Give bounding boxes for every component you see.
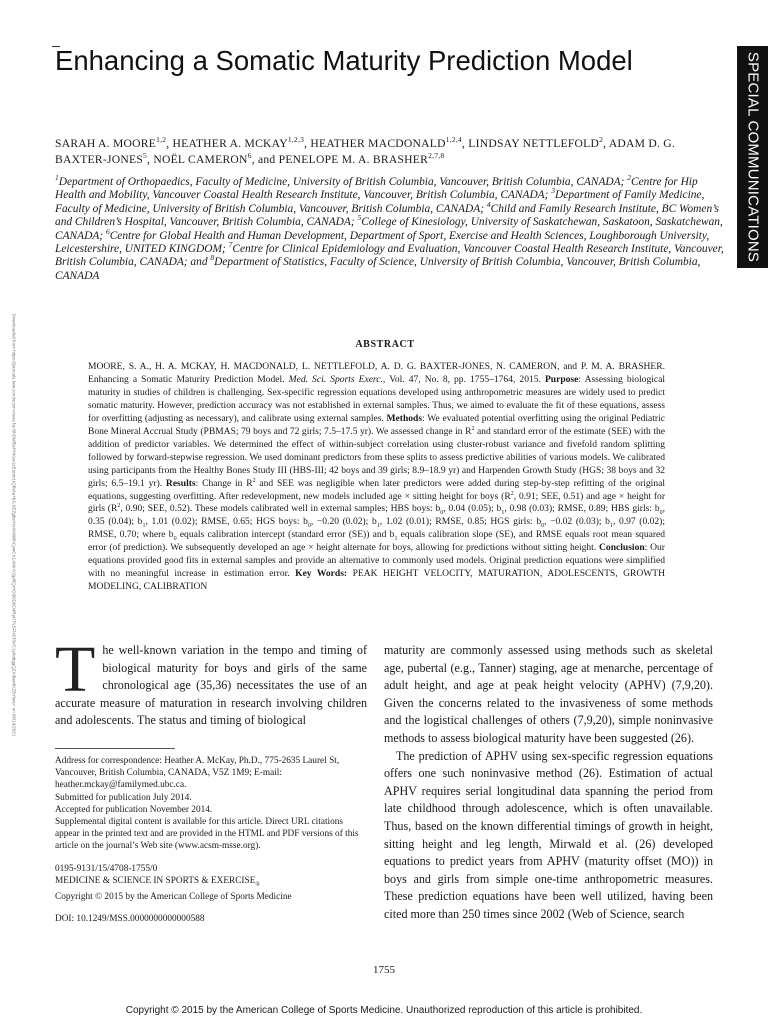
results-text: , 0.35 (0.04); b <box>88 503 665 528</box>
purpose-text: : Assessing biological maturity in studies of children is challenging. Sex-specific regression equations developed using anthropometric measures are widely used to predict somatic maturity. However, prediction accuracy was not established in external samples. Thus, we aimed to evaluate the fit of these equations, assess for overfitting (adjusting as necessary), and calibrate using external samples. <box>88 373 665 424</box>
author-separator: , <box>166 137 173 150</box>
keywords-text: PEAK HEIGHT VELOCITY, MATURATION, ADOLESCENTS, GROWTH MODELING, CALIBRATION <box>88 568 665 593</box>
footnote-rule <box>55 748 175 749</box>
author-name: LINDSAY NETTLEFOLD <box>468 137 600 150</box>
author-separator: , <box>603 137 609 150</box>
download-watermark-text: Downloaded from https://journals.lww.com/acsm-msse by BhDMf5ePHKav1zEoum1tQfN4a+kJLhEZgbsIHo4XMi0hCywCX1AWnYQp/IlQrHD3i3D0OdRyi7TvSFl4Cf3VC1y0abggQZXdtwnfKZBYtws= on 08/19/2021 <box>11 313 17 737</box>
section-tab <box>737 46 768 268</box>
body-column-left <box>55 633 367 730</box>
affiliation-text: Child and Family Research Institute, BC Women’s and Children’s Hospital, Vancouver, British Columbia, CANADA; <box>55 202 719 229</box>
superscript: 2 <box>252 477 256 484</box>
journal-name <box>55 875 367 891</box>
results-text: , 0.98 (0.03); RMSE, 0.89; HBS girls: b <box>504 503 660 515</box>
abstract-text <box>88 361 665 594</box>
subscript: 1 <box>501 510 505 517</box>
author-list <box>55 136 720 168</box>
author-name: ADAM D. G. BAXTER-JONES <box>55 137 676 166</box>
superscript: 2 <box>471 425 475 432</box>
registered-mark: ® <box>255 881 260 888</box>
author-separator: , and <box>251 153 279 166</box>
author-name: PENELOPE M. A. BRASHER <box>278 153 429 166</box>
page-number: 1755 <box>373 964 395 976</box>
subscript: 0 <box>659 510 663 517</box>
affiliation-number: 5 <box>357 213 362 223</box>
abstract-citation-tail: , Vol. 47, No. 8, pp. 1755–1764, 2015. <box>382 373 545 385</box>
author-separator: , <box>462 137 469 150</box>
intro-text: he well-known variation in the tempo and timing of biological maturity for boys and girls of the same chronological age (35,36) necessitates the use of an accurate measure of maturation in research involving children and adolescents. The status and timing of biological <box>55 643 367 728</box>
author-separator: , <box>147 153 154 166</box>
affiliation-number: 4 <box>486 200 491 210</box>
results-text: , 1.02 (0.01); RMSE, 0.85; HGS girls: b <box>379 516 542 528</box>
bottom-copyright: Copyright © 2015 by the American College of Sports Medicine. Unauthorized reproduction of this article is prohibited. <box>125 1005 643 1016</box>
doi: DOI: 10.1249/MSS.0000000000000588 <box>55 914 205 925</box>
affiliation-text: Centre for Global Health and Human Development, Department of Sport, Exercise and Health Sciences, Loughborough University, Leicestershire, UNITED KINGDOM; <box>55 229 710 256</box>
methods-label: Methods <box>386 412 423 424</box>
subscript: 1 <box>394 536 398 543</box>
affiliations <box>55 173 725 283</box>
submitted-date: Submitted for publication July 2014. <box>55 792 192 803</box>
results-text: , −0.20 (0.02); b <box>310 516 377 528</box>
methods-text-a: : We evaluated potential overfitting using the original Pediatric Bone Mineral Accrual Study (PBMAS; 79 boys and 72 girls; 7.5–17.5 yr). We assessed change in R <box>88 412 665 437</box>
affiliation-text: Department of Orthopaedics, Faculty of Medicine, University of British Columbia, Vancouver, British Columbia, CANADA; <box>58 176 628 188</box>
accepted-date: Accepted for publication November 2014. <box>55 804 213 815</box>
superscript: 2 <box>117 503 121 510</box>
author-affiliation-ref: 2,7,8 <box>428 151 445 161</box>
results-text: , 0.91; SEE, 0.51) and age × height for girls (R <box>88 490 665 515</box>
author-separator: , <box>304 137 311 150</box>
subscript: 0 <box>440 510 444 517</box>
affiliation-text: Centre for Clinical Epidemiology and Evaluation, Vancouver Coastal Health Research Institute, Vancouver, British Columbia, CANADA; and <box>55 243 724 269</box>
results-text: equals calibration slope (SE), and RMSE equals root mean squared error (of prediction). We subsequently developed an age × height alternate for boys, allowing for predictions without sitting height. <box>88 529 666 554</box>
abstract-heading: ABSTRACT <box>355 339 415 350</box>
journal-copyright: Copyright © 2015 by the American College of Sports Medicine <box>55 891 292 902</box>
affiliation-number: 6 <box>105 226 110 236</box>
issn: 0195-9131/15/4708-1755/0 <box>55 863 158 874</box>
results-text: and SEE was negligible when later predictors were added during step-by-step refitting of the original equations, suggesting overfitting. After redevelopment, new models included age × sitting height for boys (R <box>88 477 665 502</box>
author-name: SARAH A. MOORE <box>55 137 157 150</box>
author-name: HEATHER MACDONALD <box>310 137 446 150</box>
affiliation-text: College of Kinesiology, University of Saskatchewan, Saskatoon, Saskatchewan, CANADA; <box>55 216 723 242</box>
correspondence-address: Address for correspondence: Heather A. McKay, Ph.D., 775-2635 Laurel St, Vancouver, British Columbia, CANADA, V5Z 1M9; E-mail: heather.mckay@familymed.ubc.ca. <box>55 756 340 791</box>
subscript: 1 <box>609 523 613 530</box>
download-watermark <box>8 270 20 780</box>
results-text: , 0.04 (0.05); b <box>443 503 502 515</box>
purpose-label: Purpose <box>544 373 579 385</box>
results-text: equals calibration intercept (standard error (SE)) and b <box>176 529 395 541</box>
subscript: 1 <box>142 523 146 530</box>
methods-text-b: and standard error of the estimate (SEE) with the addition of predictor variables. We determined the effect of within-subject correlation using cluster-robust variance and fivefold random splitting followed by forward-stepwise regression. We used dominant predictors from these splits to assess predictive abilities of various models. We calibrated using participants from the Healthy Bones Study III (HBS-III; 42 boys and 39 girls; 8.9–18.9 yr) and Harpenden Growth Study (HGS; 38 boys and 32 girls; 6.5–19.1 yr). <box>88 425 665 489</box>
journal-name-text: MEDICINE & SCIENCE IN SPORTS & EXERCISE <box>55 875 256 886</box>
intro-paragraph <box>55 633 367 730</box>
abstract-citation: MOORE, S. A., H. A. MCKAY, H. MACDONALD, L. NETTLEFOLD, A. D. G. BAXTER-JONES, N. CAMERON, and P. M. A. BRASHER. Enhancing a Somatic Maturity Prediction Model. <box>88 361 665 385</box>
subscript: 1 <box>376 523 380 530</box>
abstract-journal: Med. Sci. Sports Exerc. <box>288 373 383 385</box>
body-paragraph: The prediction of APHV using sex-specific regression equations offers one such noninvasive method (26). Estimation of actual APHV requires serial longitudinal data spanning the period from late childhood through adolescence, which is often unavailable. Thus, based on the known differential timings of growth in height, sitting height and leg length, Mirwald et al. (26) developed equations to predict years from APHV (maturity offset (MO)) in boys and girls from simple one-time anthropometric measures. These prediction equations have been well utilized, having been cited more than 250 times since 2002 (Web of Science, search <box>384 748 713 921</box>
correspondence-footnote <box>55 748 367 925</box>
section-tab-label: SPECIAL COMMUNICATIONS <box>744 51 761 263</box>
subscript: 0 <box>541 523 545 530</box>
superscript: 2 <box>510 490 514 497</box>
author-name: HEATHER A. MCKAY <box>172 137 288 150</box>
author-affiliation-ref: 6 <box>247 151 252 161</box>
affiliation-text: Department of Statistics, Faculty of Science, University of British Columbia, Vancouver, British Columbia, CANADA <box>55 256 701 282</box>
article-title: Enhancing a Somatic Maturity Prediction Model <box>55 45 633 76</box>
results-text: , 0.97 (0.02); RMSE, 0.70; where b <box>88 516 665 541</box>
drop-cap: T <box>55 633 96 706</box>
subscript: 0 <box>173 536 177 543</box>
author-affiliation-ref: 1,2 <box>156 135 167 145</box>
body-column-right <box>384 642 713 924</box>
conclusion-label: Conclusion <box>599 542 645 554</box>
author-name: NOËL CAMERON <box>153 153 248 166</box>
affiliation-text: Department of Family Medicine, Faculty of Medicine, University of British Columbia, Vancouver, British Columbia, CANADA; <box>55 189 705 215</box>
affiliation-number: 8 <box>210 253 215 263</box>
affiliation-number: 3 <box>551 186 556 196</box>
conclusion-text: : Our equations provided good fits in external samples and provide an alternative to commonly used models. Original prediction equations were simplified with no meaningful increase in estimation error. <box>88 542 665 580</box>
results-text: : Change in R <box>195 477 253 489</box>
body-paragraph: maturity are commonly assessed using methods such as skeletal age, pubertal (e.g., Tanner) staging, age at menarche, percentage of adult height, and age at peak height velocity (APHV) (7,9,20). Given the concerns related to the invasiveness of some methods and the logistical challenges of others (7,9,20), simple noninvasive methods to assess biological maturity have been suggested (26). <box>384 643 713 745</box>
affiliation-text: Centre for Hip Health and Mobility, Vancouver Coastal Health Research Institute, Vancouver, British Columbia, CANADA; <box>55 176 698 202</box>
results-text: , −0.02 (0.03); b <box>544 516 610 528</box>
author-affiliation-ref: 2 <box>599 135 604 145</box>
author-affiliation-ref: 1,2,3 <box>287 135 305 145</box>
author-affiliation-ref: 5 <box>143 151 148 161</box>
results-text: , 1.01 (0.02); RMSE, 0.65; HGS boys: b <box>145 516 308 528</box>
results-text: , 0.90; SEE, 0.52). These models calibrated well in external samples; HBS boys: b <box>120 503 441 515</box>
supplemental-note: Supplemental digital content is available for this article. Direct URL citations appear in the printed text and are provided in the HTML and PDF versions of this article on the journal’s Web site (www.acsm-msse.org). <box>55 817 359 852</box>
author-affiliation-ref: 1,2,4 <box>445 135 462 145</box>
subscript: 0 <box>307 523 311 530</box>
affiliation-number: 7 <box>228 240 233 250</box>
affiliation-number: 2 <box>627 173 632 183</box>
affiliation-number: 1 <box>55 173 59 183</box>
keywords-label: Key Words: <box>295 568 348 580</box>
results-label: Results <box>165 477 196 489</box>
